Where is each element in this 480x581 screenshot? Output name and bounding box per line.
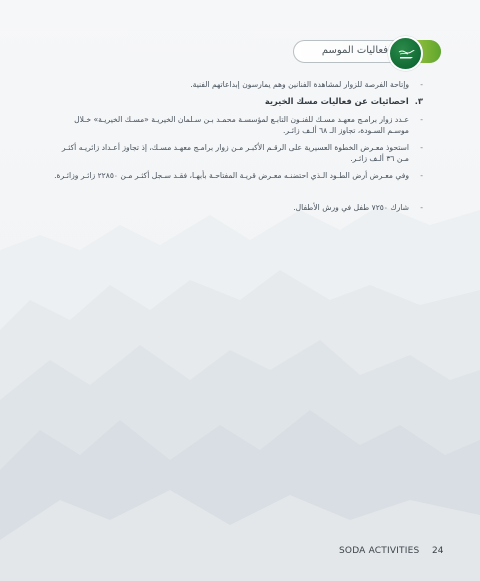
bullet-dash: - (420, 171, 423, 180)
footer-label: SODA ACTIVITIES (339, 546, 420, 556)
list-item: - استحوذ معـرض الخطوة العسيرية على الرقـم الأكبـر مـن زوار برامـج معهـد مسـك، إذ تجاوز أعـداد زائريـه أكثـر مـن ٣٦ ألـف زائـر. (61, 143, 423, 163)
list-item: - عـدد زوار برامـج معهـد مسـك للفنـون التابـع لمؤسسـة محمـد بـن سـلمان الخيريـة «مسـك الخيريـة» خـلال موسـم السـودة، تجاوز الـ ٦٨ ألـف زائـر. (74, 115, 423, 135)
header-title: فعاليات الموسم (321, 45, 388, 56)
bullet-dash: - (420, 115, 423, 124)
list-item: - شارك ٧٢٥٠ طفل في ورش الأطفال. (293, 203, 423, 212)
list-item: - وإتاحة الفرصة للزوار لمشاهدة الفنانين وهم يمارسون إبداعاتهم الفنية. (190, 80, 423, 89)
bullet-dash: - (420, 80, 423, 89)
list-item: - وفي معـرض أرض الطـود الـذي احتضنـه معـرض قريـة المفتاحـة بأبهـا، فقـد سـجل أكثـر مـن ٢٢٨٥٠ زائـر وزائـرة. (54, 171, 423, 180)
page-number: 24 (432, 546, 444, 556)
bullet-dash: - (420, 203, 423, 212)
section-heading: ٣.احصائيات عن فعاليات مسك الخيرية (264, 96, 423, 106)
bullet-dash: - (420, 143, 423, 152)
saudi-flag-icon (388, 36, 423, 71)
